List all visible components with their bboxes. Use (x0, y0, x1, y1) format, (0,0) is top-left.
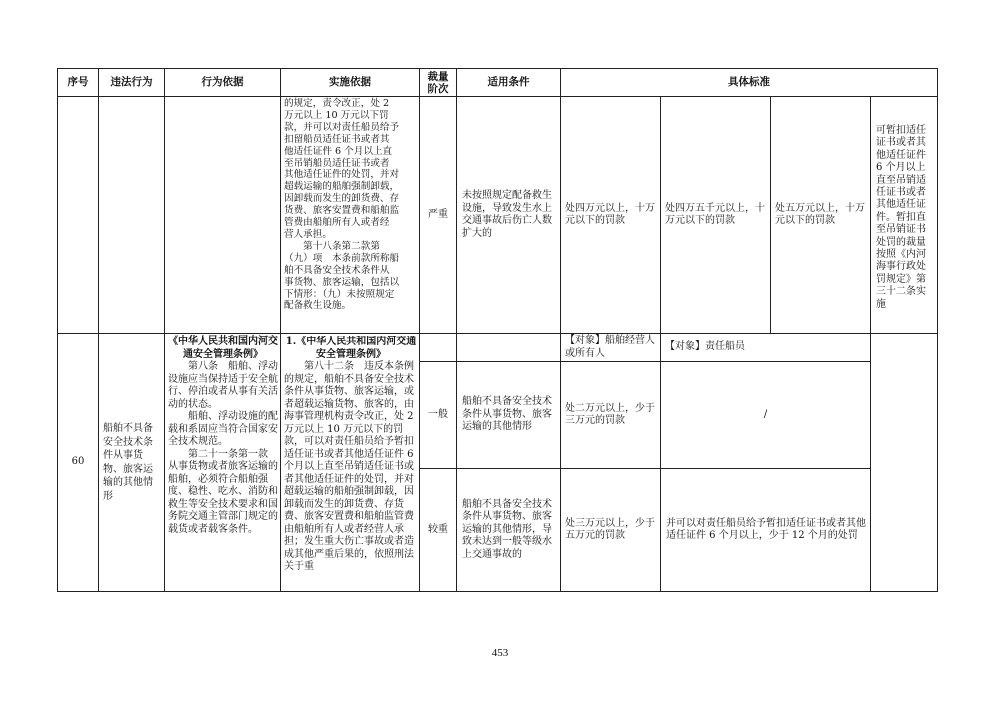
row-violation: 船舶不具备安全技术条件从事货物、旅客运输的其他情形 (103, 423, 153, 502)
table-border-bottom (57, 591, 938, 592)
basis-title: 《中华人民共和国内河交通安全管理条例》 (168, 336, 278, 360)
header-seq: 序号 (67, 76, 89, 89)
header-standard: 具体标准 (728, 76, 770, 89)
basis-cell (168, 336, 278, 590)
standard-severe-2: 处四万五千元以上，十万元以下的罚款 (665, 202, 765, 226)
table-row-rule (57, 333, 938, 334)
impl-basis-title: 1.《中华人民共和国内河交通安全管理条例》 (285, 336, 417, 360)
header-violation: 违法行为 (110, 76, 153, 89)
col-rule (870, 96, 871, 592)
object-owner: 【对象】船舶经营人或所有人 (565, 335, 655, 359)
impl-basis-text: 的规定，责令改正，处 2 万元以上 10 万元以下罚 款，并可以对责任船员给予 扣留船员适任证书或者其 他适任证件 6 个月以上直 至吊销船员适任证书或者 其他适任证件的处罚，并对 超载运输的船舶强制卸载， 因卸载而发生的卸货费、存 货费、旅客安置费和船舶监 管费由船舶所有人或者经 营人承担。 第十八条第二款第 （九）项 本条前款所称船 舶不具备安全技术条件从 事货物、旅客运输，包括以 下情形：（九）未按照规定 配备救生设施。 (284, 98, 400, 312)
standard-heavier-1: 处三万元以上，少于五万元的罚款 (565, 517, 655, 541)
impl-basis-text-60: 第八十二条 违反本条例的规定，船舶不具备安全技术条件从事货物、旅客运输，或者超载运输货物、旅客的，由海事管理机构责令改正，处 2 万元以上 10 万元以下的罚款，可以对责任船员给予暂扣适任证书或者其他适任证件 6 个月以上直至吊销适任证书或者其他适任证件的处罚，并对超载运输的船舶强制卸载，因卸载而发生的卸货费、存货费、旅客安置费和船舶监管费由船舶所有人或者经营人承担；发生重大伤亡事故或者造成其他严重后果的，依照刑法关于重 (284, 361, 414, 572)
condition-severe: 未按照规定配备救生设施，导致发生水上交通事故后伤亡人数扩大的 (462, 190, 552, 239)
header-basis: 行为依据 (201, 76, 244, 89)
basis-text: 第八条 船舶、浮动设施应当保持适于安全航行、停泊或者从事有关活动的状态。 船舶、浮动设施的配载和系固应当符合国家安全技术规范。 第二十一条第一款 从事货物或者旅客运输的船舶，必须符合船舶强度、稳性、吃水、消防和救生等安全技术要求和国务院交通主管部门规定的载货或者载客条件。 (168, 361, 278, 535)
level-heavier: 较重 (428, 523, 448, 535)
col-rule (456, 68, 457, 592)
level-severe: 严重 (428, 208, 448, 220)
page-number: 453 (491, 647, 509, 659)
col-rule (560, 68, 561, 592)
standard-heavier-2: 并可以对责任船员给予暂扣适任证书或者其他适任证件 6 个月以上，少于 12 个月的处罚 (666, 517, 866, 541)
condition-heavier: 船舶不具备安全技术条件从事货物、旅客运输的其他情形，导致未达到一般等级水上交通事故的 (462, 498, 552, 560)
col-rule (937, 68, 938, 592)
header-level: 裁量阶次 (427, 70, 449, 95)
header-impl-basis: 实施依据 (329, 76, 371, 89)
col-rule (770, 96, 771, 334)
row-seq: 60 (71, 456, 85, 468)
level-general: 一般 (428, 408, 448, 420)
impl-basis-cell (284, 336, 418, 590)
col-rule (280, 68, 281, 592)
header-condition: 适用条件 (487, 76, 530, 89)
standard-general-1: 处二万元以上，少于三万元的罚款 (565, 402, 655, 426)
col-rule (98, 68, 99, 592)
standard-general-2: / (763, 408, 768, 420)
condition-general: 船舶不具备安全技术条件从事货物、旅客运输的其他情形 (462, 396, 552, 433)
standard-severe-1: 处四万元以上，十万元以下的罚款 (565, 202, 655, 226)
standard-severe-4: 可暂扣适任证书或者其他适任证件 6 个月以上直至吊销适任证书或者其他适任证件。暂扣直至吊销证书处罚的裁量按照《内河海事行政处罚规定》第三十二条实施 (876, 125, 926, 310)
object-crew: 【对象】责任船员 (665, 341, 745, 353)
col-rule (660, 96, 661, 592)
col-rule (164, 68, 165, 592)
standard-severe-3: 处五万元以上，十万元以下的罚款 (775, 202, 865, 226)
